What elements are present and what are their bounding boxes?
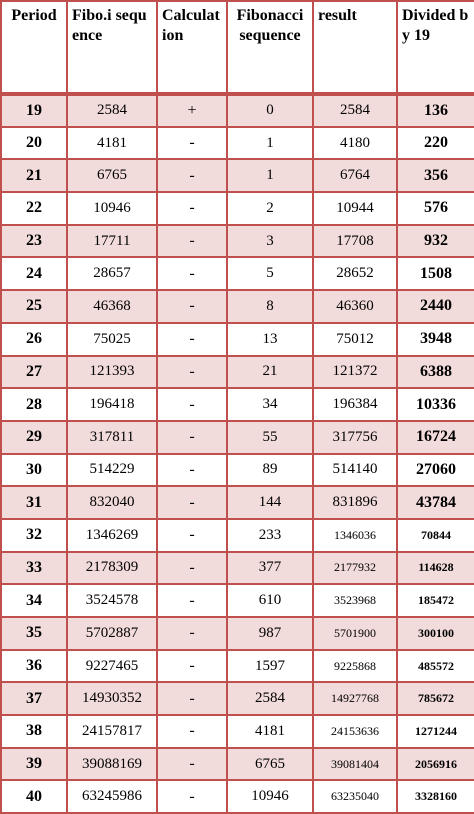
divided-by-19-cell: 485572 xyxy=(397,650,474,683)
period-cell: 26 xyxy=(1,323,67,356)
calculation-cell: - xyxy=(157,584,227,617)
divided-by-19-cell: 300100 xyxy=(397,617,474,650)
divided-by-19-cell: 114628 xyxy=(397,552,474,585)
divided-by-19-cell: 1508 xyxy=(397,257,474,290)
table-row xyxy=(1,257,474,290)
result-cell: 28652 xyxy=(313,257,397,290)
result-cell: 121372 xyxy=(313,356,397,389)
fibonacci-sequence-cell: 13 xyxy=(227,323,313,356)
divided-by-19-cell: 220 xyxy=(397,127,474,160)
calculation-cell: - xyxy=(157,454,227,487)
fibonacci-sequence-cell: 987 xyxy=(227,617,313,650)
table-row xyxy=(1,617,474,650)
table-row xyxy=(1,94,474,127)
fibo-sequence-cell: 9227465 xyxy=(67,650,157,683)
divided-by-19-cell: 185472 xyxy=(397,584,474,617)
calculation-cell: - xyxy=(157,290,227,323)
calculation-cell: - xyxy=(157,421,227,454)
table-row xyxy=(1,225,474,258)
fibo-sequence-cell: 3524578 xyxy=(67,584,157,617)
calculation-cell: - xyxy=(157,519,227,552)
calculation-cell: - xyxy=(157,552,227,585)
table-body xyxy=(1,94,474,813)
calculation-cell: - xyxy=(157,192,227,225)
period-cell: 27 xyxy=(1,356,67,389)
fibonacci-sequence-cell: 3 xyxy=(227,225,313,258)
table-row xyxy=(1,682,474,715)
divided-by-19-cell: 6388 xyxy=(397,356,474,389)
divided-by-19-cell: 932 xyxy=(397,225,474,258)
table-row xyxy=(1,519,474,552)
period-cell: 23 xyxy=(1,225,67,258)
table-row xyxy=(1,127,474,160)
header-period: Period xyxy=(1,1,67,94)
divided-by-19-cell: 576 xyxy=(397,192,474,225)
result-cell: 196384 xyxy=(313,388,397,421)
table-row xyxy=(1,159,474,192)
calculation-cell: - xyxy=(157,356,227,389)
result-cell: 831896 xyxy=(313,486,397,519)
fibo-sequence-cell: 24157817 xyxy=(67,715,157,748)
header-calculation: Calculation xyxy=(157,1,227,94)
divided-by-19-cell: 3948 xyxy=(397,323,474,356)
fibo-sequence-cell: 317811 xyxy=(67,421,157,454)
table-row xyxy=(1,454,474,487)
period-cell: 24 xyxy=(1,257,67,290)
fibo-sequence-cell: 14930352 xyxy=(67,682,157,715)
header-divided-by-19: Divided by 19 xyxy=(397,1,474,94)
fibonacci-sequence-cell: 0 xyxy=(227,94,313,127)
divided-by-19-cell: 785672 xyxy=(397,682,474,715)
table-row xyxy=(1,192,474,225)
fibo-sequence-cell: 121393 xyxy=(67,356,157,389)
table-row xyxy=(1,780,474,813)
table-row xyxy=(1,323,474,356)
fibo-sequence-cell: 2584 xyxy=(67,94,157,127)
header-row xyxy=(1,1,474,94)
period-cell: 29 xyxy=(1,421,67,454)
fibo-sequence-cell: 514229 xyxy=(67,454,157,487)
fibonacci-sequence-cell: 55 xyxy=(227,421,313,454)
fibonacci-sequence-cell: 144 xyxy=(227,486,313,519)
period-cell: 35 xyxy=(1,617,67,650)
calculation-cell: + xyxy=(157,94,227,127)
header-fibonacci-sequence: Fibonacci sequence xyxy=(227,1,313,94)
result-cell: 2177932 xyxy=(313,552,397,585)
period-cell: 32 xyxy=(1,519,67,552)
table-row xyxy=(1,552,474,585)
result-cell: 75012 xyxy=(313,323,397,356)
table-row xyxy=(1,356,474,389)
period-cell: 39 xyxy=(1,748,67,781)
fibonacci-sequence-cell: 1 xyxy=(227,159,313,192)
calculation-cell: - xyxy=(157,388,227,421)
period-cell: 38 xyxy=(1,715,67,748)
fibonacci-sequence-cell: 1597 xyxy=(227,650,313,683)
calculation-cell: - xyxy=(157,486,227,519)
fibo-sequence-cell: 28657 xyxy=(67,257,157,290)
fibonacci-sequence-cell: 89 xyxy=(227,454,313,487)
calculation-cell: - xyxy=(157,159,227,192)
result-cell: 63235040 xyxy=(313,780,397,813)
period-cell: 28 xyxy=(1,388,67,421)
result-cell: 39081404 xyxy=(313,748,397,781)
fibonacci-sequence-cell: 34 xyxy=(227,388,313,421)
fibo-sequence-cell: 5702887 xyxy=(67,617,157,650)
divided-by-19-cell: 27060 xyxy=(397,454,474,487)
fibo-sequence-cell: 39088169 xyxy=(67,748,157,781)
fibonacci-sequence-cell: 21 xyxy=(227,356,313,389)
period-cell: 34 xyxy=(1,584,67,617)
calculation-cell: - xyxy=(157,650,227,683)
result-cell: 14927768 xyxy=(313,682,397,715)
calculation-cell: - xyxy=(157,257,227,290)
fibonacci-sequence-cell: 2 xyxy=(227,192,313,225)
fibonacci-sequence-cell: 610 xyxy=(227,584,313,617)
fibonacci-sequence-cell: 8 xyxy=(227,290,313,323)
fibonacci-sequence-cell: 2584 xyxy=(227,682,313,715)
fibo-sequence-cell: 4181 xyxy=(67,127,157,160)
divided-by-19-cell: 2440 xyxy=(397,290,474,323)
period-cell: 25 xyxy=(1,290,67,323)
fibo-sequence-cell: 46368 xyxy=(67,290,157,323)
calculation-cell: - xyxy=(157,323,227,356)
result-cell: 3523968 xyxy=(313,584,397,617)
calculation-cell: - xyxy=(157,748,227,781)
header-result: result xyxy=(313,1,397,94)
calculation-cell: - xyxy=(157,682,227,715)
fibo-sequence-cell: 1346269 xyxy=(67,519,157,552)
fibo-sequence-cell: 2178309 xyxy=(67,552,157,585)
divided-by-19-cell: 2056916 xyxy=(397,748,474,781)
fibo-sequence-cell: 63245986 xyxy=(67,780,157,813)
period-cell: 36 xyxy=(1,650,67,683)
calculation-cell: - xyxy=(157,715,227,748)
table-row xyxy=(1,748,474,781)
fibonacci-sequence-cell: 6765 xyxy=(227,748,313,781)
header-fibo-sequence: Fibo.i sequence xyxy=(67,1,157,94)
table-row xyxy=(1,421,474,454)
fibonacci-sequence-cell: 5 xyxy=(227,257,313,290)
calculation-cell: - xyxy=(157,617,227,650)
divided-by-19-cell: 16724 xyxy=(397,421,474,454)
period-cell: 31 xyxy=(1,486,67,519)
period-cell: 20 xyxy=(1,127,67,160)
result-cell: 514140 xyxy=(313,454,397,487)
fibo-sequence-cell: 17711 xyxy=(67,225,157,258)
period-cell: 21 xyxy=(1,159,67,192)
fibonacci-sequence-cell: 4181 xyxy=(227,715,313,748)
fibo-sequence-cell: 832040 xyxy=(67,486,157,519)
period-cell: 33 xyxy=(1,552,67,585)
period-cell: 19 xyxy=(1,94,67,127)
table-row xyxy=(1,388,474,421)
result-cell: 17708 xyxy=(313,225,397,258)
result-cell: 317756 xyxy=(313,421,397,454)
table-row xyxy=(1,290,474,323)
fibonacci-sequence-cell: 377 xyxy=(227,552,313,585)
result-cell: 1346036 xyxy=(313,519,397,552)
fibonacci-sequence-cell: 233 xyxy=(227,519,313,552)
period-cell: 37 xyxy=(1,682,67,715)
calculation-cell: - xyxy=(157,127,227,160)
result-cell: 24153636 xyxy=(313,715,397,748)
table-row xyxy=(1,715,474,748)
result-cell: 2584 xyxy=(313,94,397,127)
result-cell: 9225868 xyxy=(313,650,397,683)
divided-by-19-cell: 3328160 xyxy=(397,780,474,813)
divided-by-19-cell: 10336 xyxy=(397,388,474,421)
divided-by-19-cell: 43784 xyxy=(397,486,474,519)
result-cell: 5701900 xyxy=(313,617,397,650)
result-cell: 4180 xyxy=(313,127,397,160)
result-cell: 10944 xyxy=(313,192,397,225)
result-cell: 46360 xyxy=(313,290,397,323)
period-cell: 40 xyxy=(1,780,67,813)
result-cell: 6764 xyxy=(313,159,397,192)
period-cell: 22 xyxy=(1,192,67,225)
divided-by-19-cell: 70844 xyxy=(397,519,474,552)
table-row xyxy=(1,584,474,617)
calculation-cell: - xyxy=(157,225,227,258)
fibonacci-sequence-cell: 10946 xyxy=(227,780,313,813)
calculation-cell: - xyxy=(157,780,227,813)
fibonacci-sequence-cell: 1 xyxy=(227,127,313,160)
fibo-sequence-cell: 10946 xyxy=(67,192,157,225)
fibo-sequence-cell: 6765 xyxy=(67,159,157,192)
divided-by-19-cell: 1271244 xyxy=(397,715,474,748)
divided-by-19-cell: 356 xyxy=(397,159,474,192)
fibo-sequence-cell: 75025 xyxy=(67,323,157,356)
fibo-sequence-cell: 196418 xyxy=(67,388,157,421)
divided-by-19-cell: 136 xyxy=(397,94,474,127)
table-row xyxy=(1,486,474,519)
period-cell: 30 xyxy=(1,454,67,487)
table-row xyxy=(1,650,474,683)
